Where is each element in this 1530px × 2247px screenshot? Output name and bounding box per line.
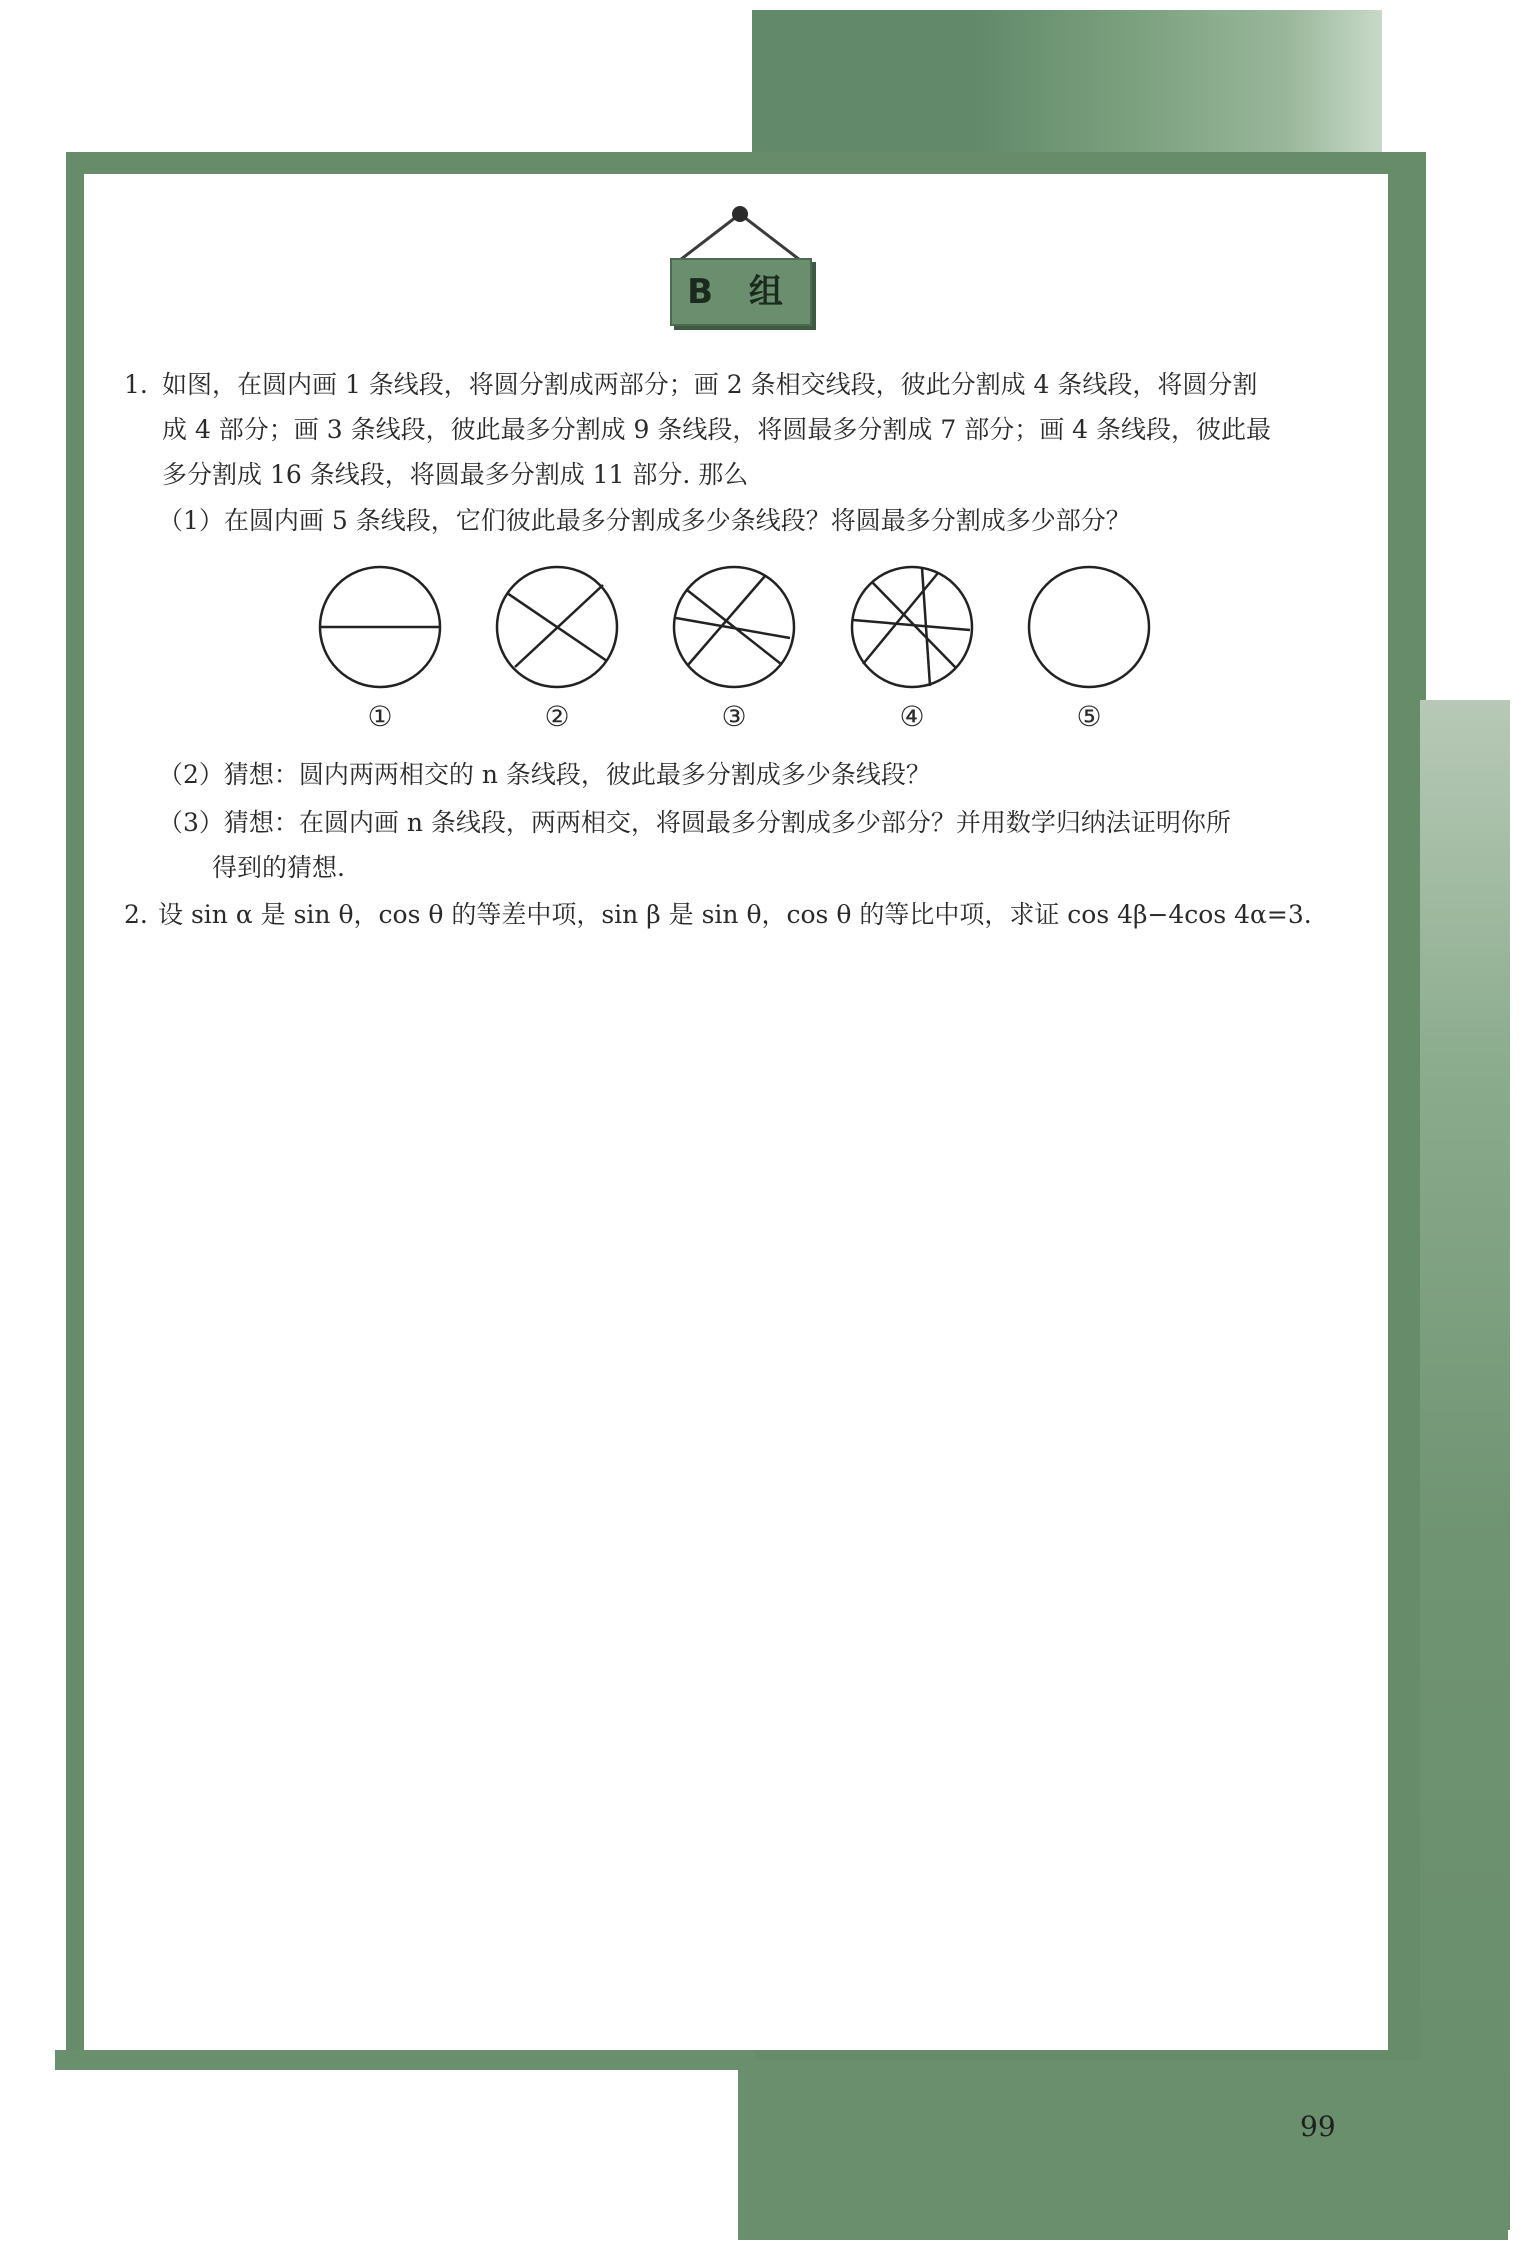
problem-1-line-1: 如图，在圆内画 1 条线段，将圆分割成两部分；画 2 条相交线段，彼此分割成 4 条线段，将圆分割 xyxy=(162,370,1258,399)
figure-3-diagram xyxy=(674,567,794,687)
figure-label-2: ② xyxy=(544,700,570,733)
problem-1-number: 1. xyxy=(124,370,148,399)
group-label: B 组 xyxy=(670,258,812,326)
figure-2-diagram xyxy=(497,567,617,687)
figure-label-4: ④ xyxy=(899,700,925,733)
decorative-top-tab xyxy=(752,10,1382,160)
figure-1-diagram xyxy=(320,567,440,687)
problem-2-number: 2. xyxy=(124,900,148,929)
figure-5-diagram xyxy=(1029,567,1149,687)
page-number: 99 xyxy=(1300,2110,1336,2143)
problem-1-question-2: （2）猜想：圆内两两相交的 n 条线段，彼此最多分割成多少条线段？ xyxy=(158,760,931,789)
problem-2-text: 设 sin α 是 sin θ，cos θ 的等差中项，sin β 是 sin θ，cos θ 的等比中项，求证 cos 4β−4cos 4α=3. xyxy=(158,900,1312,929)
circle-figures xyxy=(310,560,1190,740)
problem-1-question-3-line-1: （3）猜想：在圆内画 n 条线段，两两相交，将圆最多分割成多少部分？并用数学归纳法证明你所 xyxy=(158,808,1231,837)
group-sign xyxy=(660,200,820,340)
decorative-bottom-block xyxy=(738,2060,1508,2240)
decorative-right-strip xyxy=(1420,700,1510,2230)
problem-1-question-1: （1）在圆内画 5 条线段，它们彼此最多分割成多少条线段？将圆最多分割成多少部分？ xyxy=(158,506,1131,535)
figure-4-diagram xyxy=(852,567,972,687)
figure-label-5: ⑤ xyxy=(1076,700,1102,733)
figure-label-1: ① xyxy=(367,700,393,733)
decorative-bottom-edge xyxy=(55,2050,755,2070)
figure-label-3: ③ xyxy=(721,700,747,733)
problem-1-line-3: 多分割成 16 条线段，将圆最多分割成 11 部分. 那么 xyxy=(162,460,749,489)
problem-1-question-3-line-2: 得到的猜想. xyxy=(212,853,345,882)
problem-1-line-2: 成 4 部分；画 3 条线段，彼此最多分割成 9 条线段，将圆最多分割成 7 部分；画 4 条线段，彼此最 xyxy=(162,415,1271,444)
